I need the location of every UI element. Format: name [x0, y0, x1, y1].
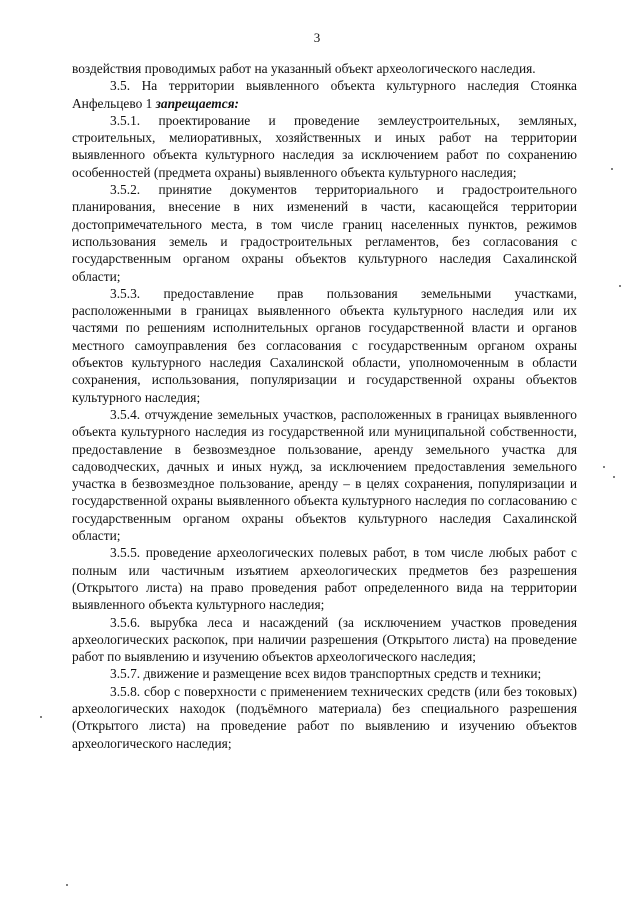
- emphasis-prohibited: запрещается:: [155, 95, 240, 111]
- paragraph-text: 3.5.7. движение и размещение всех видов транспортных средств и техники;: [110, 666, 542, 682]
- paragraph-3-5-8: [72, 683, 577, 752]
- scan-speck: [66, 884, 68, 886]
- scan-speck: [613, 476, 615, 478]
- paragraph-3-5-7: [72, 665, 577, 682]
- paragraph-3-5-3: [72, 285, 577, 406]
- paragraph-text: 3.5.1. проектирование и проведение землеустроительных, земляных, строительных, мелиоративных, хозяйственных и иных работ на территории выявленного объекта культурного наследия за исключением работ по сохранению особенностей (предмета охраны) выявленного объекта культурного наследия;: [72, 112, 577, 180]
- scan-speck: [40, 716, 42, 718]
- scan-speck: [619, 285, 621, 287]
- paragraph-text: 3.5.5. проведение археологических полевых работ, в том числе любых работ с полным или частичным изъятием археологических предметов без разрешения (Открытого листа) на право проведения работ определенного вида на территории выявленного объекта культурного наследия;: [72, 545, 577, 613]
- paragraph-3-5-6: [72, 614, 577, 666]
- paragraph-text: 3.5.4. отчуждение земельных участков, расположенных в границах выявленного объекта культурного наследия из государственной или муниципальной собственности, предоставление в безвозмездное пользование, аренду земельного участка для садоводческих, дачных и иных нужд, за исключением предоставления земельного участка в безвозмездное пользование, аренду – в целях сохранения, популяризации и государственной охраны выявленного объекта культурного наследия по согласованию с государственным органом охраны объектов культурного наследия Сахалинской области;: [72, 406, 577, 544]
- paragraph-text: 3.5. На территории выявленного объекта культурного наследия Стоянка Анфельцево 1: [72, 78, 577, 111]
- paragraph-text: 3.5.8. сбор с поверхности с применением технических средств (или без токовых) археологических находок (подъёмного материала) без специального разрешения (Открытого листа) на проведение работ по выявлению и изучению объектов археологического наследия;: [72, 683, 577, 751]
- paragraph-3-5: [72, 77, 577, 112]
- paragraph-3-5-5: [72, 544, 577, 613]
- paragraph-intro: [72, 60, 577, 77]
- paragraph-text: 3.5.6. вырубка леса и насаждений (за исключением участков проведения археологических раскопок, при наличии разрешения (Открытого листа) на проведение работ по выявлению и изучению объектов археологического наследия;: [72, 614, 577, 665]
- paragraph-3-5-4: [72, 406, 577, 544]
- page-number: 3: [313, 30, 321, 45]
- paragraph-3-5-2: [72, 181, 577, 285]
- scan-speck: [611, 168, 613, 170]
- paragraph-text: воздействия проводимых работ на указанный объект археологического наследия.: [72, 61, 536, 76]
- paragraph-3-5-1: [72, 112, 577, 181]
- document-body: [72, 60, 577, 752]
- scan-speck: [603, 466, 605, 468]
- paragraph-text: 3.5.2. принятие документов территориального и градостроительного планирования, внесение в них изменений в части, касающейся территории достопримечательного места, в том числе границ населенных пунктов, режимов использования земель и градостроительных регламентов, без согласования с государственным органом охраны объектов культурного наследия Сахалинской области;: [72, 182, 577, 284]
- paragraph-text: 3.5.3. предоставление прав пользования земельными участками, расположенными в границах выявленного объекта культурного наследия или их частями по решениям исполнительных органов государственной власти и органов местного самоуправления без согласования с государственным органом охраны объектов культурного наследия Сахалинской области, уполномоченным в области сохранения, использования, популяризации и государственной охраны объектов культурного наследия;: [72, 285, 577, 405]
